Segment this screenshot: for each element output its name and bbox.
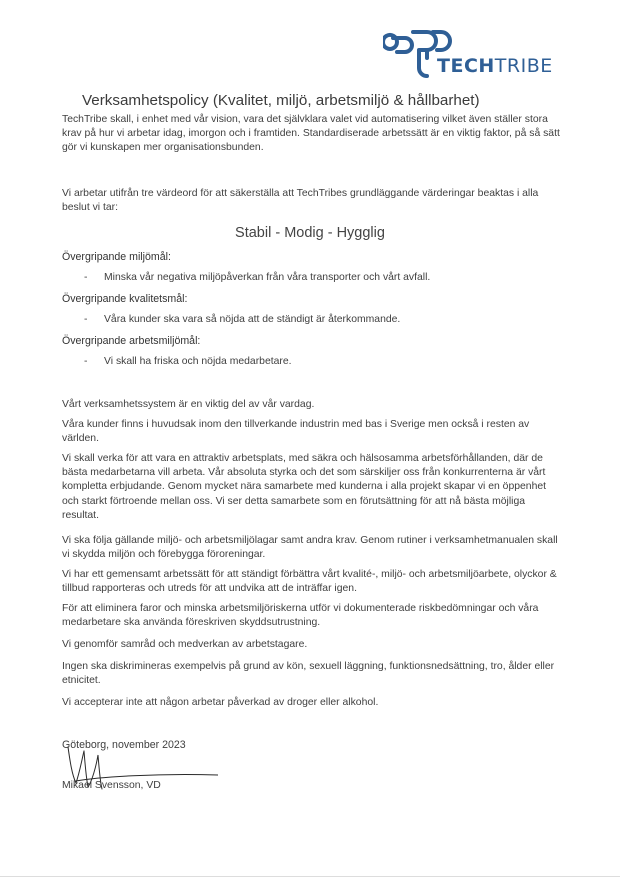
work-environment-goal-bullet: - Vi skall ha friska och nöjda medarbetare.	[84, 356, 292, 367]
core-values: Stabil - Modig - Hygglig	[235, 225, 385, 241]
policy-paragraph: Vi har ett gemensamt arbetssätt för att ständigt förbättra vårt kvalité-, miljö- och arbetsmiljöarbete, olyckor & tillbud rapporteras och utreds för att undvika att de inträffar igen.	[62, 569, 557, 595]
policy-paragraph: Vi accepterar inte att någon arbetar påverkad av droger eller alkohol.	[62, 697, 379, 708]
policy-paragraph: För att eliminera faror och minska arbetsmiljöriskerna utför vi dokumenterade riskbedömningar och våra medarbetare ska använda föreskriven skyddsutrustning.	[62, 603, 539, 629]
quality-goal-heading: Övergripande kvalitetsmål:	[62, 293, 188, 305]
document-title: Verksamhetspolicy (Kvalitet, miljö, arbetsmiljö & hållbarhet)	[82, 92, 480, 109]
handwritten-signature	[58, 741, 218, 801]
place-date: Göteborg, november 2023	[62, 739, 186, 751]
work-environment-goal-heading: Övergripande arbetsmiljömål:	[62, 335, 201, 347]
quality-goal-bullet: - Våra kunder ska vara så nöjda att de ständigt är återkommande.	[84, 314, 401, 325]
brand-wordmark: TECHTRIBE	[437, 55, 553, 77]
policy-paragraph: Ingen ska diskrimineras exempelvis på grund av kön, sexuell läggning, funktionsnedsättning, tro, ålder eller etnicitet.	[62, 661, 555, 687]
intro-paragraph: TechTribe skall, i enhet med vår vision, vara det självklara valet vid automatisering vilket även ställer stora krav på hur vi arbetar idag, imorgon och i framtiden. Standardiserade arbetssätt är en viktig faktor, på så sätt gör vi kunskapen mer organisationsbunden.	[62, 114, 560, 154]
environment-goal-bullet: - Minska vår negativa miljöpåverkan från våra transporter och vårt avfall.	[84, 272, 431, 283]
policy-paragraph: Vi skall verka för att vara en attraktiv arbetsplats, med säkra och hälsosamma arbetsförhållanden, där de bästa medarbetarna vill arbeta. Vår absoluta styrka och det som särskiljer oss från konkurrenterna är vårt kompletta erbjudande. Genom mycket nära samarbete med kunderna i alla projekt skapar vi en öppenhet och starkt förtroende mellan oss. Vi ser detta samarbete som en förutsättning för att nå bästa möjliga resultat.	[62, 453, 547, 521]
policy-paragraph: Vi genomför samråd och medverkan av arbetstagare.	[62, 639, 308, 650]
policy-paragraph: Vi ska följa gällande miljö- och arbetsmiljölagar samt andra krav. Genom rutiner i verksamhetmanualen skall vi skydda miljön och förebygga föroreningar.	[62, 535, 558, 561]
policy-paragraph: Våra kunder finns i huvudsak inom den tillverkande industrin med bas i Sverige men också i resten av världen.	[62, 419, 530, 445]
signatory-name: Mikael Svensson, VD	[62, 780, 161, 791]
page-edge-divider	[0, 876, 620, 877]
environment-goal-heading: Övergripande miljömål:	[62, 251, 171, 263]
policy-paragraph: Vårt verksamhetssystem är en viktig del av vår vardag.	[62, 399, 315, 410]
values-intro: Vi arbetar utifrån tre värdeord för att säkerställa att TechTribes grundläggande värderingar beaktas i alla beslut vi tar:	[62, 188, 539, 214]
